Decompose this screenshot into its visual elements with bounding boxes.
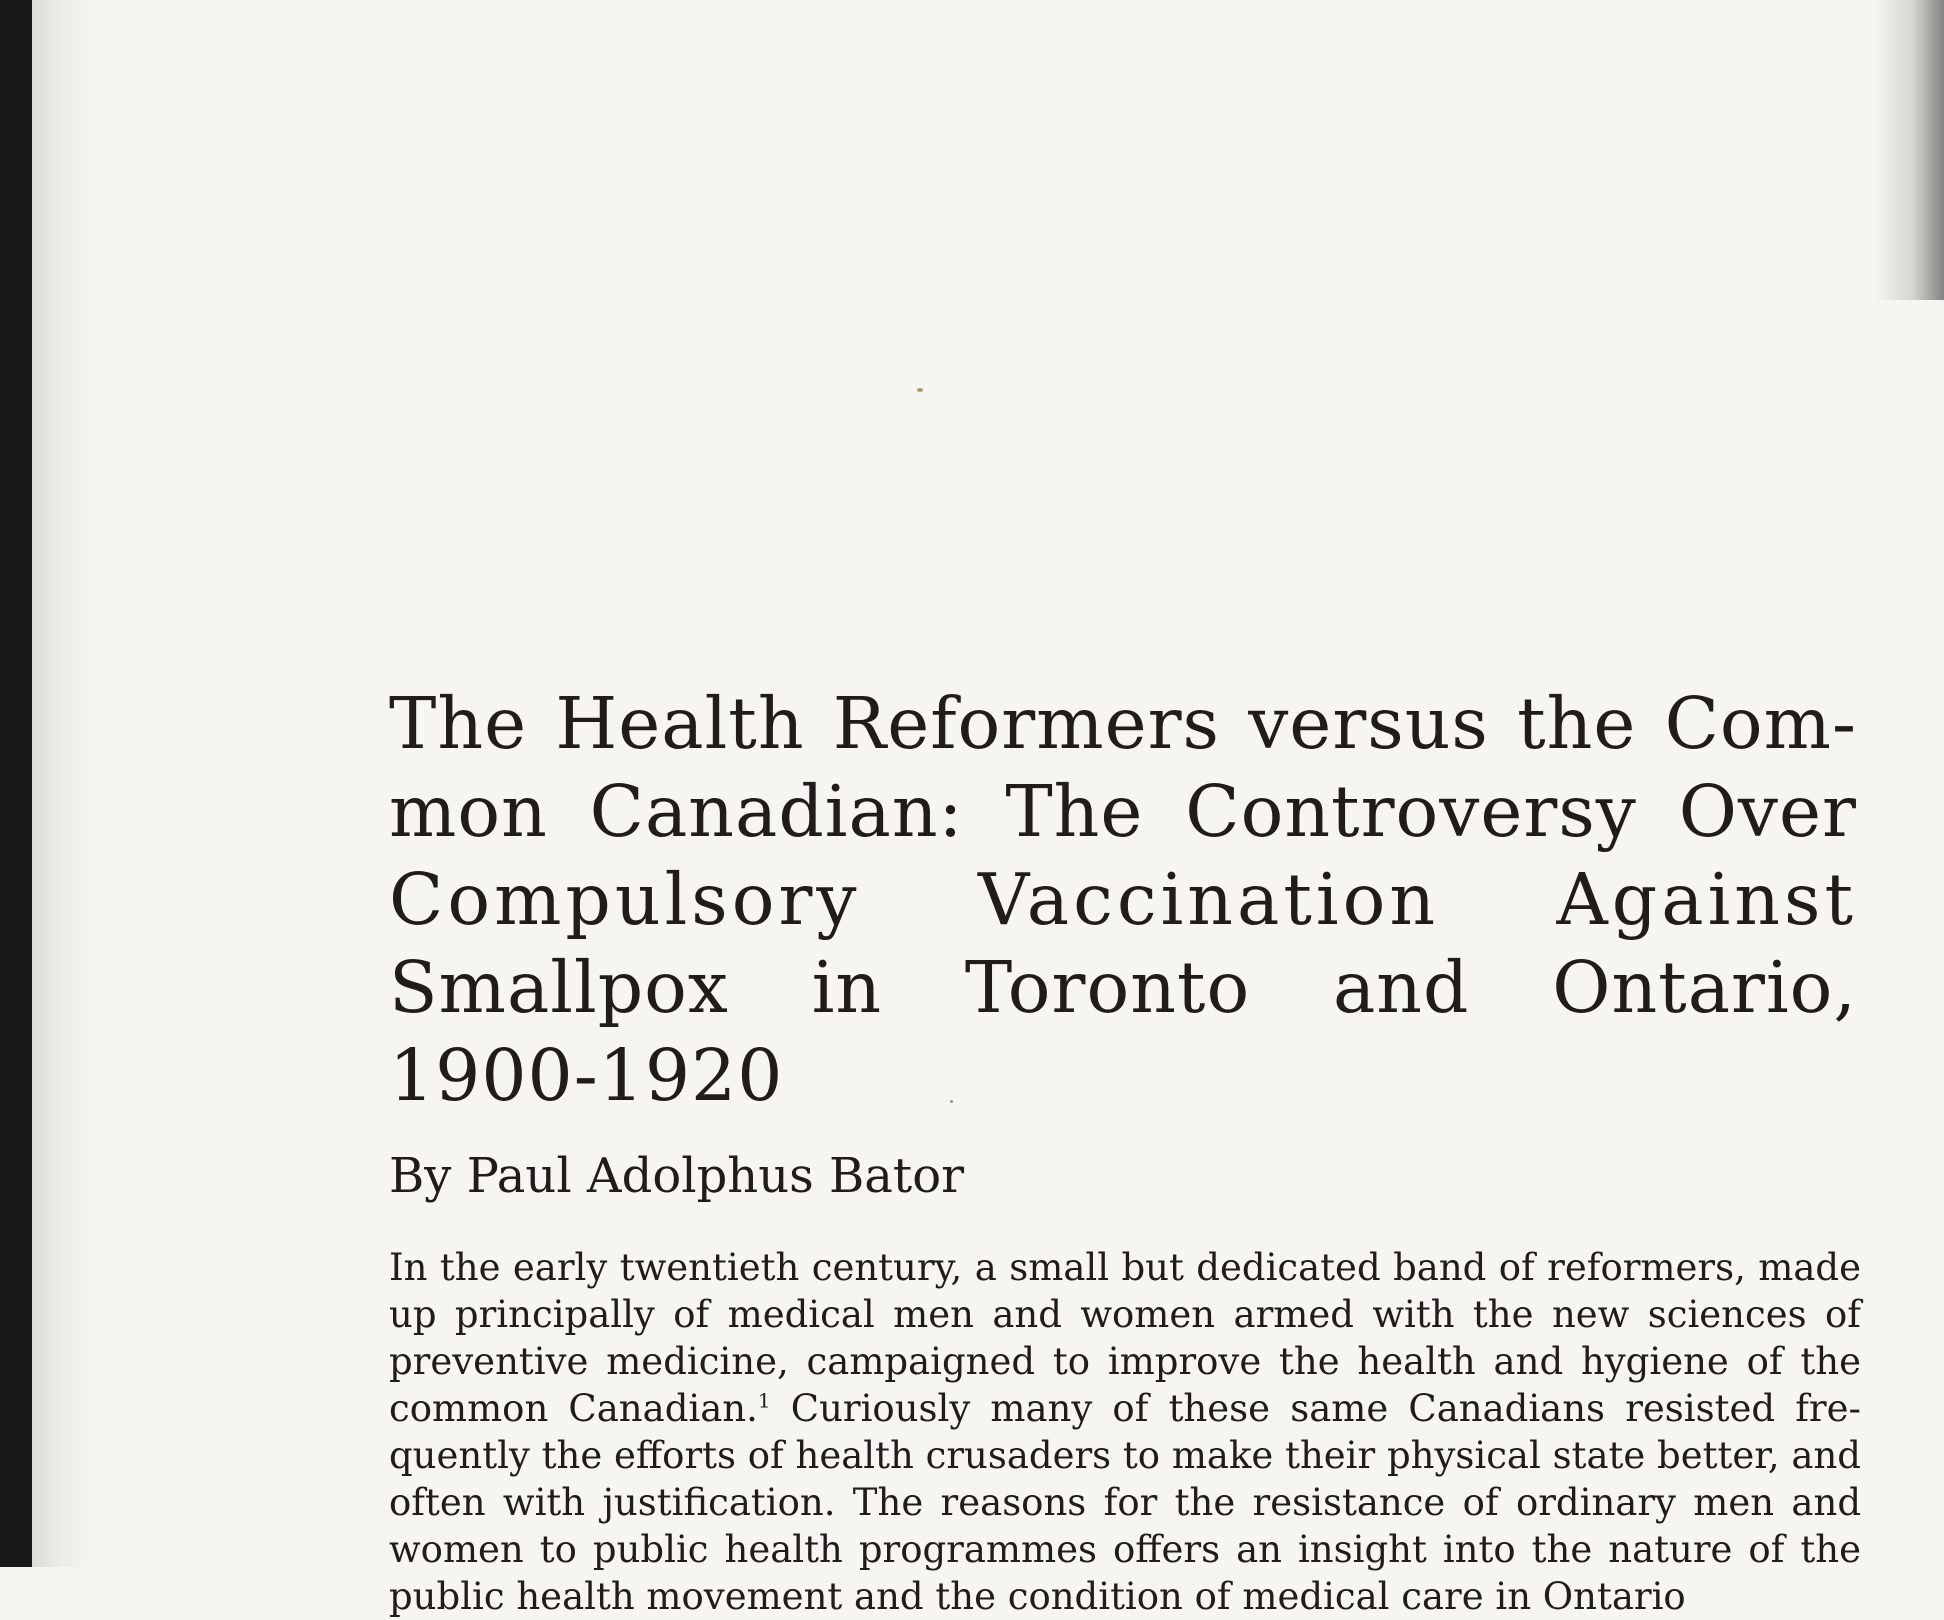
scan-binding-shadow <box>0 0 32 1567</box>
body-paragraph <box>389 1244 1861 1620</box>
title-line: The Health Reformers versus the Com- <box>389 682 1857 765</box>
body-text-segment: Curiously many of these same Canadians resisted fre-quently the efforts of health crusaders to make their physical state better, and often with justification. The reasons for the resistance of ordinary men and women to public health programmes offers an insight into the nature of the public health movement and the condition of medical care in Ontario <box>389 1387 1861 1618</box>
author-byline: By Paul Adolphus Bator <box>389 1148 965 1204</box>
title-line: 1900-1920 <box>389 1034 784 1117</box>
title-line: Compulsory Vaccination Against <box>389 858 1857 941</box>
title-line: mon Canadian: The Controversy Over <box>389 770 1857 853</box>
article-page <box>389 680 1861 1620</box>
scan-speck <box>917 388 923 392</box>
article-title <box>389 680 1857 1120</box>
title-line: Smallpox in Toronto and Ontario, <box>389 946 1857 1029</box>
footnote-marker: 1 <box>757 1388 771 1413</box>
scan-page-edge <box>32 0 94 1567</box>
body-text-segment: In the early twentieth century, a small but dedicated band of reformers, made up principally of medical men and women armed with the new sciences of preventive medicine, campaigned to improve the health and hygiene of the common Canadian. <box>389 1246 1861 1430</box>
scan-corner-shadow <box>1874 0 1944 300</box>
